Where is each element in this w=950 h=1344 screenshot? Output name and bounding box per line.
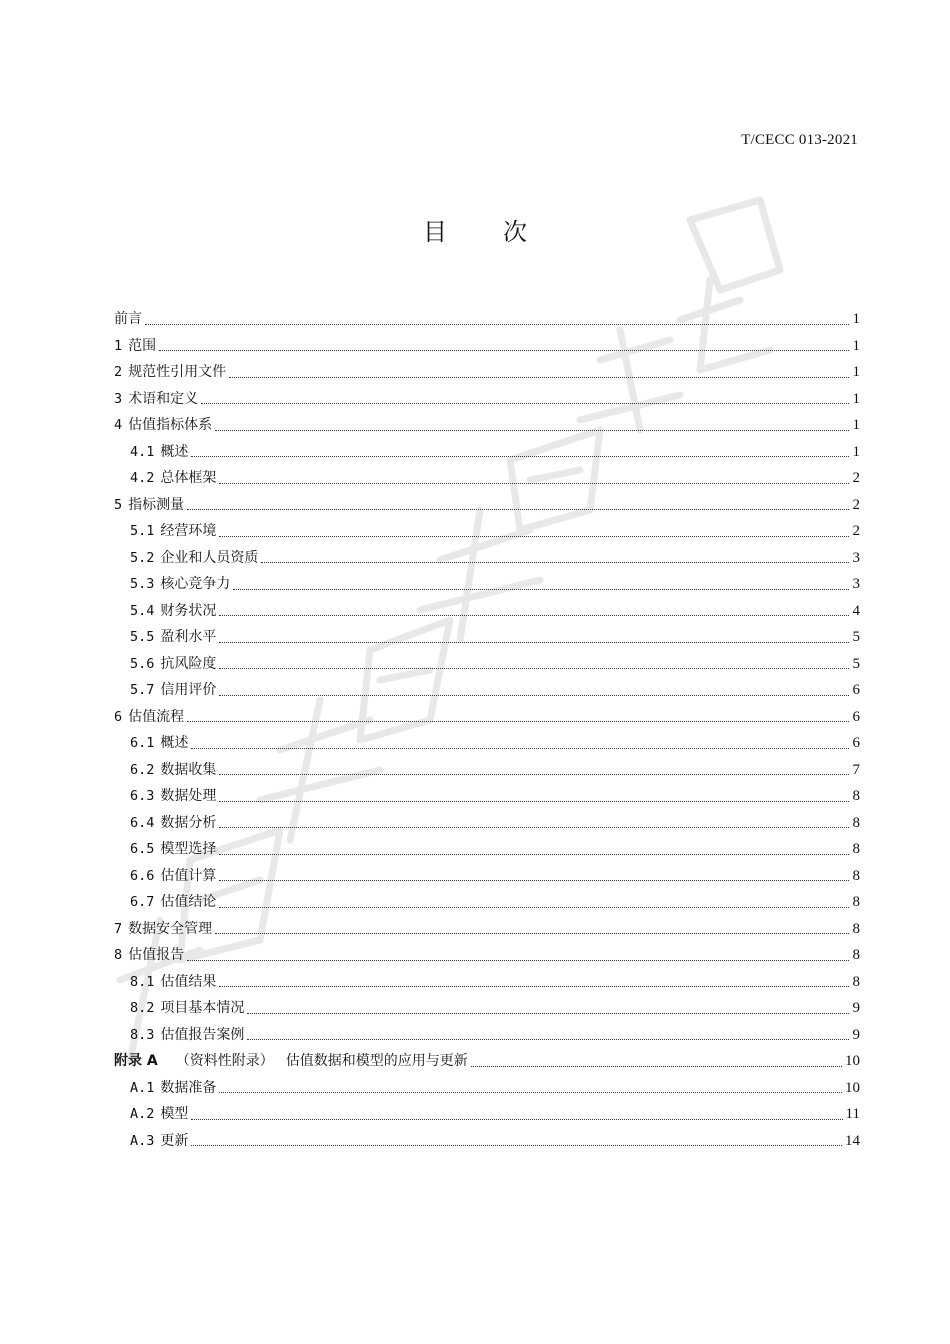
toc-entry-number: 6.4 bbox=[130, 814, 155, 831]
toc-entry-number: 5.4 bbox=[130, 602, 155, 619]
toc-entry-number: 5.5 bbox=[130, 629, 155, 645]
toc-entry[interactable] bbox=[114, 545, 860, 572]
toc-page-number: 1 bbox=[852, 311, 860, 327]
toc-entry-label bbox=[114, 1101, 188, 1128]
toc-entry-text: 模型选择 bbox=[160, 841, 217, 857]
toc-page-number: 3 bbox=[852, 576, 860, 592]
toc-entry[interactable] bbox=[114, 942, 860, 969]
toc-page-number: 1 bbox=[852, 417, 860, 433]
toc-page-number: 6 bbox=[852, 735, 860, 751]
toc-entry-text: 模型 bbox=[160, 1106, 189, 1122]
toc-entry[interactable] bbox=[114, 995, 860, 1022]
toc-entry-label bbox=[114, 412, 212, 439]
toc-entry[interactable] bbox=[114, 757, 860, 784]
toc-entry-number: 6.1 bbox=[130, 735, 155, 751]
toc-entry[interactable] bbox=[114, 969, 860, 996]
toc-entry[interactable] bbox=[114, 465, 860, 492]
toc-entry-label bbox=[114, 571, 230, 598]
toc-entry-label bbox=[114, 810, 216, 837]
toc-entry-number: 5.3 bbox=[130, 576, 155, 592]
toc-entry[interactable] bbox=[114, 571, 860, 598]
toc-entry[interactable] bbox=[114, 306, 860, 333]
toc-entry[interactable] bbox=[114, 412, 860, 439]
toc-entry-label bbox=[114, 518, 216, 545]
toc-entry-label bbox=[114, 730, 188, 757]
dot-leader bbox=[219, 783, 849, 810]
toc-page-number: 8 bbox=[852, 814, 860, 831]
toc-page-number: 6 bbox=[852, 682, 860, 698]
toc-page-number: 8 bbox=[852, 947, 860, 963]
toc-entry-label bbox=[114, 651, 216, 678]
toc-entry-number: 8.2 bbox=[130, 1000, 155, 1016]
title-char-2: 次 bbox=[503, 218, 527, 246]
toc-entry-text: 估值计算 bbox=[160, 867, 217, 884]
title-char-1: 目 bbox=[423, 218, 447, 246]
toc-entry-text: 经营环境 bbox=[160, 523, 217, 539]
toc-entry-label bbox=[114, 969, 216, 996]
toc-page-number: 2 bbox=[852, 470, 860, 486]
toc-entry-number: 4.1 bbox=[130, 443, 155, 460]
toc-entry[interactable] bbox=[114, 333, 860, 360]
toc-page-number: 10 bbox=[845, 1079, 860, 1096]
toc-entry[interactable] bbox=[114, 651, 860, 678]
toc-entry-label bbox=[114, 359, 226, 386]
toc-entry-number: A.3 bbox=[130, 1132, 155, 1149]
toc-entry-text: 项目基本情况 bbox=[160, 1000, 245, 1016]
toc-entry-label bbox=[114, 386, 198, 413]
toc-entry[interactable] bbox=[114, 810, 860, 837]
toc-entry-text: 企业和人员资质 bbox=[160, 549, 259, 566]
toc-entry-number: 1 bbox=[114, 337, 123, 354]
toc-entry[interactable] bbox=[114, 1022, 860, 1049]
toc-entry[interactable] bbox=[114, 1101, 860, 1128]
dot-leader bbox=[191, 1101, 842, 1128]
dot-leader bbox=[219, 518, 849, 545]
dot-leader bbox=[471, 1048, 842, 1075]
dot-leader bbox=[219, 1075, 842, 1102]
dot-leader bbox=[219, 836, 849, 863]
dot-leader bbox=[219, 651, 849, 678]
toc-entry-label bbox=[114, 836, 216, 863]
dot-leader bbox=[219, 889, 849, 916]
toc-page-number: 3 bbox=[852, 549, 860, 566]
toc-entry-text: 抗风险度 bbox=[160, 655, 217, 672]
toc-page-number: 4 bbox=[852, 602, 860, 619]
toc-entry-text: 财务状况 bbox=[160, 602, 217, 619]
appendix-prefix: 附录 A bbox=[114, 1053, 158, 1069]
dot-leader bbox=[261, 545, 849, 572]
toc-page-number: 8 bbox=[852, 788, 860, 804]
toc-entry-text: 核心竞争力 bbox=[160, 576, 231, 592]
toc-page-number: 2 bbox=[852, 496, 860, 513]
toc-entry[interactable] bbox=[114, 730, 860, 757]
toc-page-number: 11 bbox=[845, 1106, 860, 1122]
toc-entry[interactable] bbox=[114, 1075, 860, 1102]
toc-entry-label bbox=[114, 757, 216, 784]
toc-entry-text: 信用评价 bbox=[160, 682, 217, 698]
toc-entry[interactable] bbox=[114, 836, 860, 863]
toc-entry[interactable] bbox=[114, 704, 860, 731]
toc-entry-number: A.1 bbox=[130, 1079, 155, 1096]
toc-entry-number: 7 bbox=[114, 920, 123, 937]
dot-leader bbox=[191, 1128, 842, 1155]
toc-page-number: 8 bbox=[852, 920, 860, 937]
toc-entry-label bbox=[114, 1075, 216, 1102]
toc-page-number: 9 bbox=[852, 1000, 860, 1016]
toc-entry-text: 估值报告案例 bbox=[160, 1026, 245, 1043]
toc-page-number: 1 bbox=[852, 337, 860, 354]
appendix-title: 估值数据和模型的应用与更新 bbox=[285, 1053, 468, 1069]
dot-leader bbox=[191, 439, 849, 466]
toc-entry-number: 8.3 bbox=[130, 1026, 155, 1043]
toc-entry[interactable] bbox=[114, 386, 860, 413]
toc-entry[interactable] bbox=[114, 598, 860, 625]
toc-page-number: 1 bbox=[852, 390, 860, 407]
toc-page-number: 5 bbox=[852, 655, 860, 672]
toc-entry-text: 估值指标体系 bbox=[128, 417, 213, 433]
dot-leader bbox=[187, 942, 849, 969]
dot-leader bbox=[145, 306, 849, 333]
toc-entry[interactable] bbox=[114, 1128, 860, 1155]
toc-page-number: 9 bbox=[852, 1026, 860, 1043]
toc-entry-number: 6.3 bbox=[130, 788, 155, 804]
toc-entry-text: 更新 bbox=[160, 1132, 189, 1149]
dot-leader bbox=[229, 359, 849, 386]
toc-entry-number: 2 bbox=[114, 364, 123, 380]
toc-entry-number: 5.6 bbox=[130, 655, 155, 672]
toc-entry-label bbox=[114, 1048, 468, 1075]
toc-entry[interactable] bbox=[114, 677, 860, 704]
toc-entry-number: 8 bbox=[114, 947, 123, 963]
toc-entry-text: 数据收集 bbox=[160, 761, 217, 778]
toc-entry-text: 指标测量 bbox=[128, 496, 185, 513]
toc-entry-number: 6 bbox=[114, 708, 123, 725]
toc-entry-text: 数据安全管理 bbox=[128, 920, 213, 937]
toc-entry-label bbox=[114, 1022, 244, 1049]
toc-entry[interactable] bbox=[114, 624, 860, 651]
toc-entry[interactable] bbox=[114, 916, 860, 943]
toc-entry[interactable] bbox=[114, 518, 860, 545]
toc-entry-text: 前言 bbox=[114, 311, 142, 327]
toc-page-number: 5 bbox=[852, 629, 860, 645]
toc-entry-label bbox=[114, 704, 184, 731]
dot-leader bbox=[247, 995, 849, 1022]
toc-entry[interactable] bbox=[114, 359, 860, 386]
toc-entry[interactable] bbox=[114, 439, 860, 466]
toc-entry[interactable] bbox=[114, 783, 860, 810]
toc-page-number: 1 bbox=[852, 443, 860, 460]
toc-entry-label bbox=[114, 439, 188, 466]
dot-leader bbox=[215, 412, 849, 439]
toc-entry-number: 4.2 bbox=[130, 470, 155, 486]
toc-entry-text: 数据准备 bbox=[160, 1079, 217, 1096]
dot-leader bbox=[187, 492, 849, 519]
toc-entry-number: 6.7 bbox=[130, 894, 155, 910]
toc-entry-text: 估值报告 bbox=[128, 947, 185, 963]
dot-leader bbox=[201, 386, 849, 413]
table-of-contents bbox=[114, 306, 860, 1154]
dot-leader bbox=[159, 333, 849, 360]
dot-leader bbox=[219, 757, 849, 784]
toc-entry-number: 3 bbox=[114, 390, 123, 407]
toc-entry-label bbox=[114, 306, 142, 333]
toc-entry-label bbox=[114, 995, 244, 1022]
toc-page-number: 10 bbox=[845, 1053, 860, 1069]
toc-entry-label bbox=[114, 624, 216, 651]
dot-leader bbox=[247, 1022, 849, 1049]
dot-leader bbox=[233, 571, 849, 598]
toc-entry-label bbox=[114, 492, 184, 519]
toc-page-number: 8 bbox=[852, 867, 860, 884]
toc-entry-label bbox=[114, 916, 212, 943]
toc-entry-label bbox=[114, 598, 216, 625]
toc-entry-number: 5.7 bbox=[130, 682, 155, 698]
toc-entry-text: 规范性引用文件 bbox=[128, 364, 227, 380]
toc-entry-number: A.2 bbox=[130, 1106, 155, 1122]
dot-leader bbox=[219, 863, 849, 890]
toc-page-number: 6 bbox=[852, 708, 860, 725]
toc-entry-text: 数据处理 bbox=[160, 788, 217, 804]
appendix-type: （资料性附录） bbox=[175, 1053, 274, 1069]
toc-entry-label bbox=[114, 1128, 188, 1155]
toc-entry[interactable] bbox=[114, 1048, 860, 1075]
toc-page-number: 7 bbox=[852, 761, 860, 778]
toc-entry-number: 6.6 bbox=[130, 867, 155, 884]
dot-leader bbox=[219, 810, 849, 837]
toc-entry-number: 6.2 bbox=[130, 761, 155, 778]
dot-leader bbox=[219, 598, 849, 625]
toc-entry-text: 数据分析 bbox=[160, 814, 217, 831]
toc-entry-label bbox=[114, 677, 216, 704]
toc-entry-label bbox=[114, 465, 216, 492]
toc-entry-label bbox=[114, 889, 216, 916]
toc-entry-text: 概述 bbox=[160, 443, 189, 460]
dot-leader bbox=[219, 465, 849, 492]
toc-entry-label bbox=[114, 942, 184, 969]
toc-entry-text: 估值结果 bbox=[160, 973, 217, 990]
dot-leader bbox=[219, 624, 849, 651]
toc-entry-text: 范围 bbox=[128, 337, 157, 354]
dot-leader bbox=[191, 730, 849, 757]
toc-entry-number: 4 bbox=[114, 417, 123, 433]
toc-page-number: 14 bbox=[845, 1132, 860, 1149]
toc-entry-label bbox=[114, 333, 156, 360]
toc-entry-text: 概述 bbox=[160, 735, 189, 751]
toc-entry-text: 总体框架 bbox=[160, 470, 217, 486]
dot-leader bbox=[219, 969, 849, 996]
toc-entry-number: 5 bbox=[114, 496, 123, 513]
toc-page-number: 8 bbox=[852, 973, 860, 990]
toc-entry-label bbox=[114, 545, 258, 572]
dot-leader bbox=[219, 677, 849, 704]
dot-leader bbox=[215, 916, 849, 943]
toc-entry-label bbox=[114, 863, 216, 890]
document-code: T/CECC 013-2021 bbox=[741, 132, 858, 148]
toc-entry-text: 术语和定义 bbox=[128, 390, 199, 407]
toc-entry[interactable] bbox=[114, 889, 860, 916]
toc-entry-text: 估值流程 bbox=[128, 708, 185, 725]
toc-page-number: 1 bbox=[852, 364, 860, 380]
toc-page-number: 2 bbox=[852, 523, 860, 539]
toc-entry-number: 5.2 bbox=[130, 549, 155, 566]
dot-leader bbox=[187, 704, 849, 731]
page-title bbox=[0, 212, 950, 247]
toc-entry-label bbox=[114, 783, 216, 810]
toc-entry[interactable] bbox=[114, 863, 860, 890]
toc-page-number: 8 bbox=[852, 894, 860, 910]
toc-entry-text: 估值结论 bbox=[160, 894, 217, 910]
toc-entry-number: 6.5 bbox=[130, 841, 155, 857]
toc-page-number: 8 bbox=[852, 841, 860, 857]
toc-entry[interactable] bbox=[114, 492, 860, 519]
toc-entry-number: 8.1 bbox=[130, 973, 155, 990]
toc-entry-text: 盈利水平 bbox=[160, 629, 217, 645]
toc-entry-number: 5.1 bbox=[130, 523, 155, 539]
